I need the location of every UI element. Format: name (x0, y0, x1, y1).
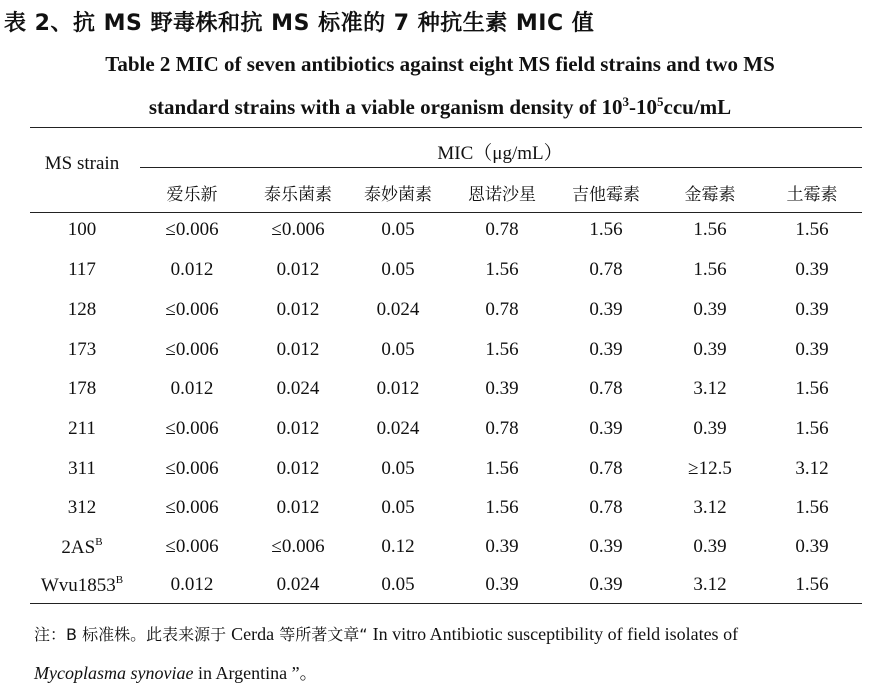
mic-value-cell: 1.56 (693, 219, 727, 240)
mic-value-cell: 0.78 (485, 418, 519, 439)
mic-value-cell: 0.39 (693, 418, 727, 439)
table-bottom-rule (30, 603, 862, 604)
mic-value-cell: ≤0.006 (165, 497, 219, 518)
mic-value-cell: ≤0.006 (165, 536, 219, 557)
table-note-line1 (34, 622, 738, 645)
title-line2-suffix: ccu/mL (663, 95, 732, 119)
note-species-name: Mycoplasma synoviae (34, 663, 194, 683)
mic-value-cell: ≤0.006 (165, 418, 219, 439)
strain-name: 2AS (61, 537, 96, 558)
strain-name: 211 (68, 418, 96, 439)
mic-value-cell: 3.12 (693, 497, 727, 518)
table-title-english-line2 (0, 94, 880, 120)
mic-value-cell: ≤0.006 (165, 219, 219, 240)
mic-value-cell: 0.78 (589, 497, 623, 518)
table-title-english-line1: Table 2 MIC of seven antibiotics against eight MS field strains and two MS (105, 52, 775, 76)
mic-value-cell: 0.78 (589, 259, 623, 280)
strain-label (22, 458, 142, 480)
strain-standard-marker: B (95, 536, 103, 548)
title-exponent-1: 3 (622, 94, 630, 109)
mic-value-cell: 0.39 (589, 339, 623, 360)
table-group-rule (140, 167, 862, 168)
mic-value-cell: 1.56 (589, 219, 623, 240)
mic-value-cell: 0.012 (276, 458, 320, 479)
title-line2-prefix: standard strains with a viable organism density of 10 (148, 95, 623, 119)
mic-value-cell: 0.12 (381, 536, 415, 557)
mic-value-cell: 0.012 (276, 497, 320, 518)
table-top-rule (30, 127, 862, 128)
mic-value-cell: 3.12 (693, 574, 727, 595)
column-group-header-mic: MIC（μg/mL） (437, 143, 563, 164)
mic-value-cell: 0.39 (589, 299, 623, 320)
table-note-line2 (34, 659, 318, 685)
mic-value-cell: ≤0.006 (271, 219, 325, 240)
strain-label (22, 339, 142, 361)
column-header-antibiotic: 金霉素 (684, 185, 736, 205)
strain-label (22, 299, 142, 321)
strain-label (22, 574, 142, 597)
mic-value-cell: 1.56 (795, 219, 829, 240)
mic-value-cell: 0.39 (795, 339, 829, 360)
mic-value-cell: 1.56 (485, 339, 519, 360)
mic-value-cell: 0.39 (485, 536, 519, 557)
column-header-antibiotic: 恩诺沙星 (468, 185, 536, 205)
strain-name: Wvu1853 (40, 575, 116, 596)
mic-value-cell: 0.012 (170, 574, 214, 595)
mic-value-cell: 1.56 (485, 458, 519, 479)
mic-value-cell: ≤0.006 (165, 339, 219, 360)
mic-value-cell: 0.012 (170, 378, 214, 399)
mic-value-cell: 1.56 (485, 259, 519, 280)
mic-value-cell: ≥12.5 (688, 458, 732, 479)
row-header-ms-strain: MS strain (44, 153, 120, 174)
mic-value-cell: 0.78 (485, 219, 519, 240)
strain-label (22, 378, 142, 400)
mic-value-cell: 1.56 (795, 418, 829, 439)
title-exponent-2: 5 (657, 94, 664, 109)
mic-value-cell: 1.56 (485, 497, 519, 518)
mic-value-cell: 0.024 (376, 418, 420, 439)
mic-value-cell: 1.56 (795, 378, 829, 399)
table-header-rule (30, 212, 862, 213)
strain-name: 311 (68, 458, 96, 479)
mic-value-cell: 0.39 (485, 574, 519, 595)
mic-value-cell: 0.024 (276, 574, 320, 595)
strain-name: 100 (67, 219, 97, 240)
mic-value-cell: 0.024 (376, 299, 420, 320)
mic-value-cell: 0.05 (381, 259, 415, 280)
mic-value-cell: 0.39 (693, 536, 727, 557)
mic-value-cell: 0.05 (381, 339, 415, 360)
note-article-title: In vitro Antibiotic susceptibility of field isolates of (372, 624, 739, 644)
strain-label (22, 219, 142, 241)
strain-name: 117 (68, 259, 96, 280)
column-header-antibiotic: 泰乐菌素 (264, 185, 332, 205)
mic-value-cell: 0.05 (381, 497, 415, 518)
mic-value-cell: ≤0.006 (165, 299, 219, 320)
mic-value-cell: 3.12 (795, 458, 829, 479)
mic-value-cell: 0.39 (795, 536, 829, 557)
mic-value-cell: 0.78 (485, 299, 519, 320)
mic-value-cell: 1.56 (693, 259, 727, 280)
mic-value-cell: 0.39 (589, 418, 623, 439)
mic-value-cell: 0.05 (381, 458, 415, 479)
mic-value-cell: 0.012 (276, 259, 320, 280)
mic-value-cell: ≤0.006 (271, 536, 325, 557)
mic-value-cell: 0.39 (589, 574, 623, 595)
mic-value-cell: 0.39 (485, 378, 519, 399)
mic-value-cell: 0.012 (170, 259, 214, 280)
strain-label (22, 259, 142, 281)
strain-standard-marker: B (115, 574, 124, 586)
mic-value-cell: 0.012 (276, 299, 320, 320)
mic-value-cell: 0.05 (381, 219, 415, 240)
mic-value-cell: 0.012 (276, 339, 320, 360)
mic-value-cell: 1.56 (795, 497, 829, 518)
mic-value-cell: 0.39 (795, 299, 829, 320)
note-cn-part2: 等所著文章“ (274, 625, 373, 644)
mic-value-cell: 0.05 (381, 574, 415, 595)
strain-name: 312 (67, 497, 97, 518)
mic-value-cell: 1.56 (795, 574, 829, 595)
mic-value-cell: 0.39 (693, 339, 727, 360)
column-header-antibiotic: 吉他霉素 (572, 185, 640, 205)
mic-value-cell: 0.78 (589, 458, 623, 479)
mic-value-cell: 0.012 (376, 378, 420, 399)
mic-value-cell: ≤0.006 (165, 458, 219, 479)
strain-label (22, 536, 142, 559)
column-header-antibiotic: 土霉素 (786, 185, 838, 205)
mic-value-cell: 0.39 (589, 536, 623, 557)
mic-value-cell: 0.78 (589, 378, 623, 399)
column-header-antibiotic: 爱乐新 (166, 185, 218, 205)
strain-name: 178 (67, 378, 97, 399)
strain-label (22, 497, 142, 519)
strain-name: 173 (67, 339, 97, 360)
column-header-antibiotic: 泰妙菌素 (364, 185, 432, 205)
mic-value-cell: 3.12 (693, 378, 727, 399)
table-title-chinese: 表 2、抗 MS 野毒株和抗 MS 标准的 7 种抗生素 MIC 值 (4, 11, 595, 36)
note-author: Cerda (231, 624, 275, 644)
mic-value-cell: 0.024 (276, 378, 320, 399)
title-line2-mid: -10 (629, 95, 658, 119)
mic-value-cell: 0.39 (693, 299, 727, 320)
strain-label (22, 418, 142, 440)
strain-name: 128 (67, 299, 97, 320)
mic-value-cell: 0.39 (795, 259, 829, 280)
note-cn-part1: 注：B 标准株。此表来源于 (34, 625, 232, 644)
mic-value-cell: 0.012 (276, 418, 320, 439)
note-line2-rest: in Argentina ”。 (193, 663, 318, 683)
